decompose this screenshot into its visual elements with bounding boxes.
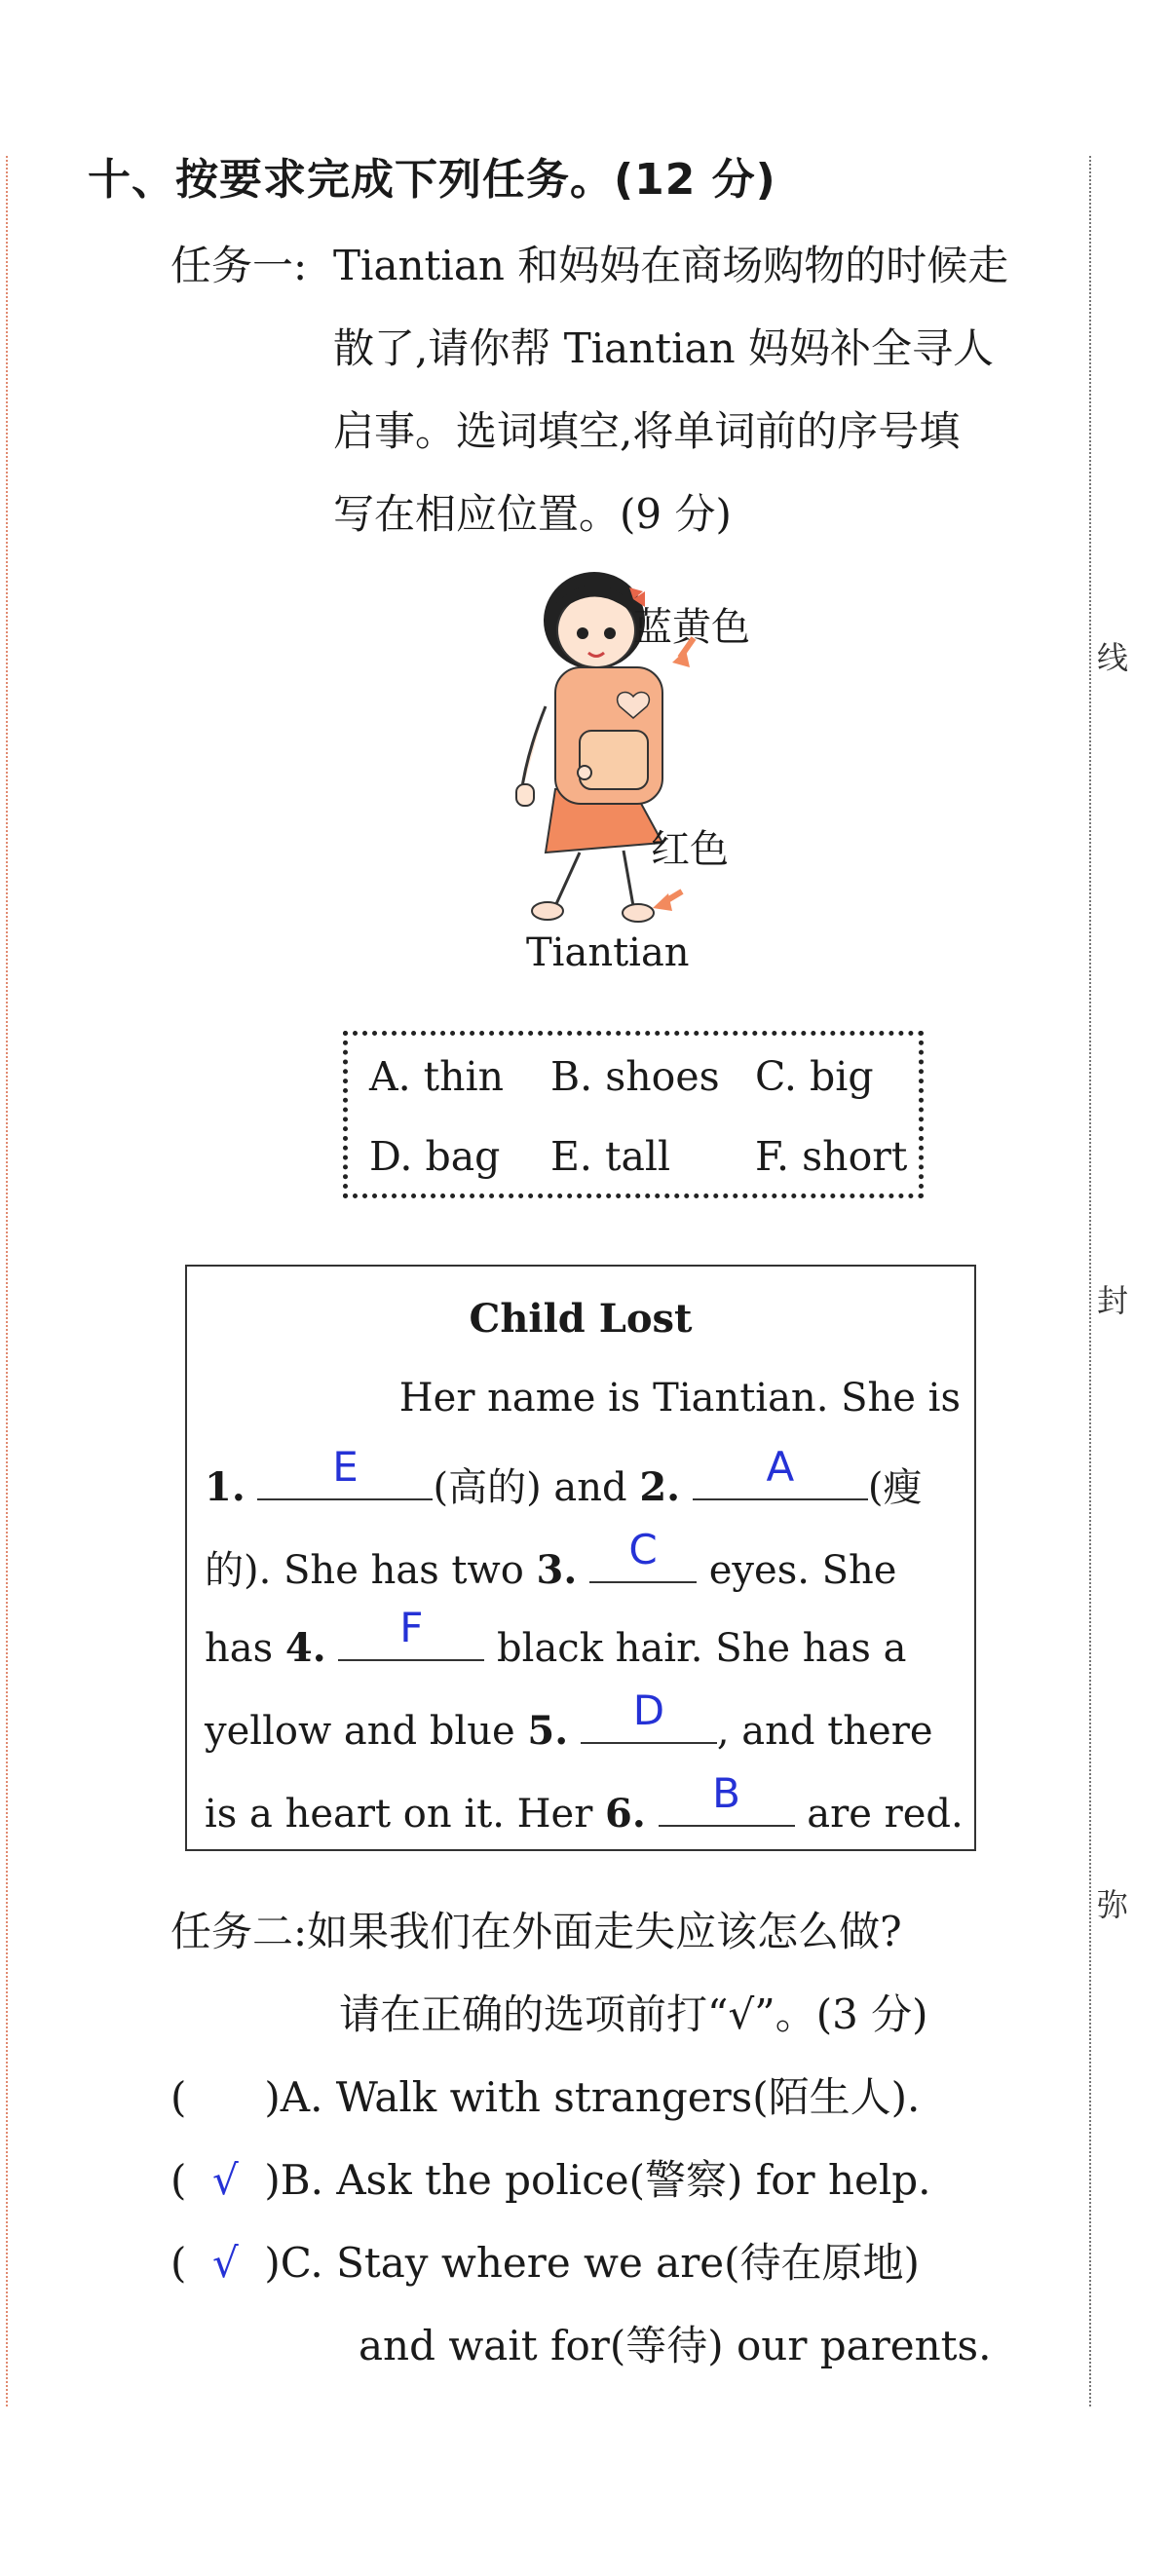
notice-text: are red. xyxy=(794,1792,964,1837)
section-heading: 十、按要求完成下列任务。(12 分) xyxy=(88,155,776,205)
blank-number-1: 1. xyxy=(205,1464,246,1510)
child-lost-notice xyxy=(185,1265,976,1851)
blank-5[interactable] xyxy=(581,1686,717,1744)
blank-2[interactable] xyxy=(693,1443,868,1500)
option-c: C. big xyxy=(755,1053,874,1100)
blank-number-5: 5. xyxy=(527,1708,569,1754)
answer-2: A xyxy=(766,1443,795,1491)
notice-line-5 xyxy=(205,1686,961,1754)
notice-line-4 xyxy=(205,1604,961,1671)
blank-number-3: 3. xyxy=(536,1547,578,1593)
answer-4: F xyxy=(399,1604,424,1651)
blank-3[interactable] xyxy=(589,1526,697,1583)
blank-4[interactable] xyxy=(338,1604,484,1661)
seal-mark-seal: 封 xyxy=(1096,1282,1128,1319)
choice-c[interactable]: ( √ )C. Stay where we are(待在原地) xyxy=(170,2239,920,2287)
option-f: F. short xyxy=(755,1133,908,1180)
choice-a-text: )A. Walk with strangers(陌生人). xyxy=(264,2073,921,2121)
blank-number-4: 4. xyxy=(284,1625,326,1671)
seal-mark-mi: 弥 xyxy=(1096,1886,1128,1923)
task1-line-1: Tiantian 和妈妈在商场购物的时候走 xyxy=(333,242,1009,289)
task1-label: 任务一: xyxy=(170,242,308,289)
left-margin-dotted-line xyxy=(6,156,8,2406)
notice-line-1: Her name is Tiantian. She is xyxy=(398,1376,961,1421)
notice-title: Child Lost xyxy=(469,1296,693,1342)
answer-6: B xyxy=(712,1769,740,1817)
notice-text: yellow and blue xyxy=(205,1709,528,1754)
choice-c-continuation: and wait for(等待) our parents. xyxy=(359,2322,992,2369)
notice-text: , and there xyxy=(716,1709,933,1754)
notice-text: (高的) and xyxy=(433,1465,640,1510)
choice-b-mark: √ xyxy=(212,2156,239,2204)
blank-6[interactable] xyxy=(659,1769,795,1827)
seal-dotted-line xyxy=(1089,156,1091,2406)
answer-1: E xyxy=(332,1443,359,1491)
notice-text: (瘦 xyxy=(867,1465,923,1510)
option-a: A. thin xyxy=(369,1053,505,1100)
word-options-box xyxy=(343,1031,924,1198)
notice-line-2 xyxy=(205,1443,961,1512)
choice-a[interactable]: ( )A. Walk with strangers(陌生人). xyxy=(170,2073,921,2121)
notice-text: 的). She has two xyxy=(205,1548,537,1593)
figure-caption: Tiantian xyxy=(526,930,690,975)
option-d: D. bag xyxy=(369,1133,501,1180)
task1-line-3: 启事。选词填空,将单词前的序号填 xyxy=(333,407,961,455)
task1-line-2: 散了,请你帮 Tiantian 妈妈补全寻人 xyxy=(333,324,994,372)
notice-text: black hair. She has a xyxy=(484,1626,907,1671)
answer-3: C xyxy=(628,1526,658,1573)
blank-number-6: 6. xyxy=(605,1791,646,1837)
option-e: E. tall xyxy=(550,1133,671,1180)
notice-line-3 xyxy=(205,1526,961,1595)
notice-text: eyes. She xyxy=(697,1548,897,1593)
notice-text: has xyxy=(205,1626,285,1671)
choice-b-text: )B. Ask the police(警察) for help. xyxy=(264,2156,931,2204)
notice-text: is a heart on it. Her xyxy=(205,1792,606,1837)
task1-line-4: 写在相应位置。(9 分) xyxy=(333,490,732,538)
option-b: B. shoes xyxy=(550,1053,720,1100)
choice-c-mark: √ xyxy=(212,2239,239,2287)
shoes-color-label: 红色 xyxy=(651,827,729,872)
seal-mark-line: 线 xyxy=(1096,639,1128,676)
bag-color-label: 蓝黄色 xyxy=(633,605,750,650)
task2-instruction: 请在正确的选项前打“√”。(3 分) xyxy=(339,1990,928,2038)
answer-5: D xyxy=(632,1686,665,1734)
choice-b[interactable]: ( √ )B. Ask the police(警察) for help. xyxy=(170,2156,931,2204)
choice-c-text: )C. Stay where we are(待在原地) xyxy=(264,2239,920,2287)
blank-number-2: 2. xyxy=(639,1464,681,1510)
notice-line-6 xyxy=(205,1769,964,1837)
blank-1[interactable] xyxy=(257,1443,433,1500)
task2-label: 任务二:如果我们在外面走失应该怎么做? xyxy=(170,1908,902,1955)
